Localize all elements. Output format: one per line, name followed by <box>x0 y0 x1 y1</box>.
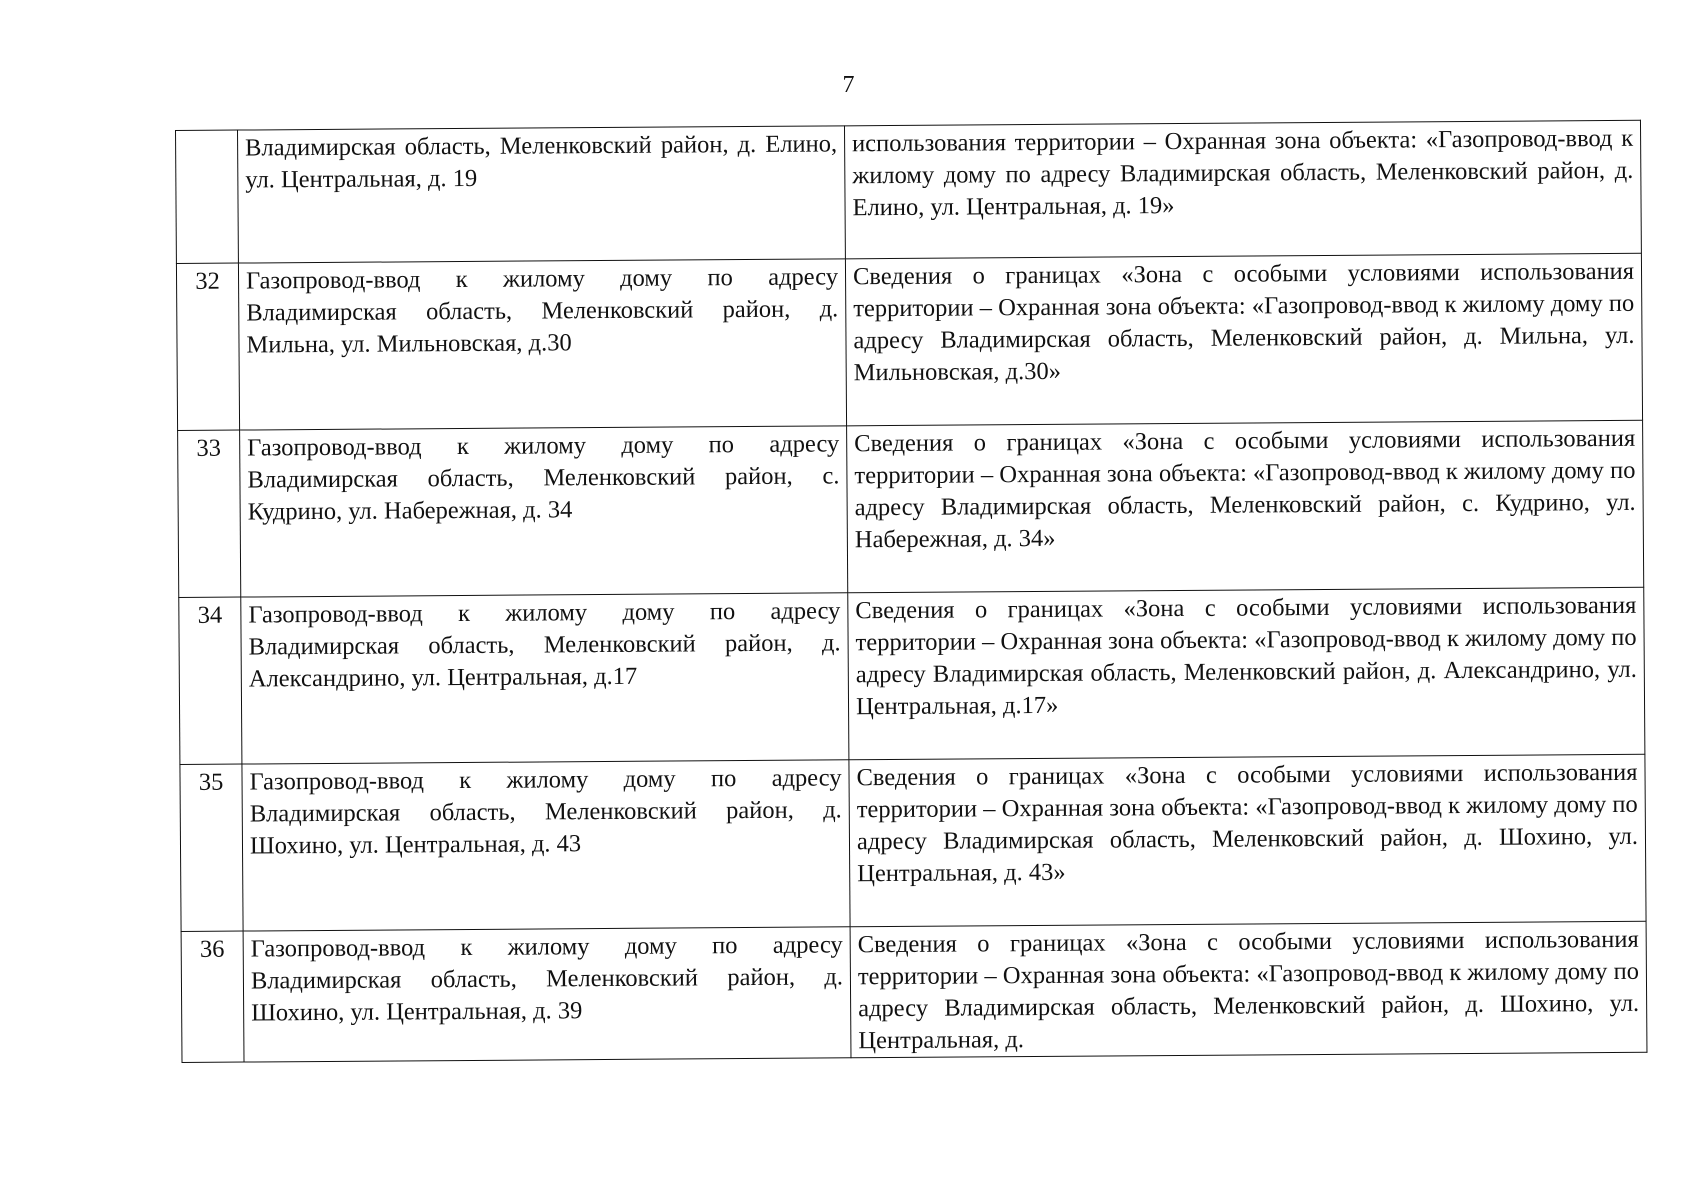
page-number: 7 <box>842 72 855 98</box>
zone-info: Сведения о границах «Зона с особыми условиями использования территории – Охранная зона объекта: «Газопровод-ввод к жилому дому по адресу Владимирская область, Меленковский район, с. Кудрино, ул. Набережная, д. 34» <box>847 420 1644 593</box>
object-name: Газопровод-ввод к жилому дому по адресу Владимирская область, Меленковский район, д. Шохино, ул. Центральная, д. 43 <box>242 760 850 931</box>
zone-info: Сведения о границах «Зона с особыми условиями использования территории – Охранная зона объекта: «Газопровод-ввод к жилому дому по адресу Владимирская область, Меленковский район, д. Шохино, ул. Центральная, д. <box>850 921 1647 1058</box>
zone-info: использования территории – Охранная зона объекта: «Газопровод-ввод к жилому дому по адресу Владимирская область, Меленковский район, д. Елино, ул. Центральная, д. 19» <box>844 120 1641 259</box>
row-number: 32 <box>176 263 239 430</box>
zone-info: Сведения о границах «Зона с особыми условиями использования территории – Охранная зона объекта: «Газопровод-ввод к жилому дому по адресу Владимирская область, Меленковский район, д. Шохино, ул. Центральная, д. 43» <box>849 754 1646 927</box>
objects-table <box>175 120 1647 1063</box>
row-number: 36 <box>181 931 244 1062</box>
object-name: Газопровод-ввод к жилому дому по адресу Владимирская область, Меленковский район, д. Шохино, ул. Центральная, д. 39 <box>243 927 851 1062</box>
table-row <box>178 420 1644 597</box>
object-name: Газопровод-ввод к жилому дому по адресу Владимирская область, Меленковский район, д. Мильна, ул. Мильновская, д.30 <box>238 259 846 430</box>
row-number: 33 <box>178 430 241 597</box>
table-row <box>179 587 1645 764</box>
object-name: Газопровод-ввод к жилому дому по адресу Владимирская область, Меленковский район, д. Александрино, ул. Центральная, д.17 <box>241 593 849 764</box>
row-number <box>176 130 239 263</box>
object-name: Газопровод-ввод к жилому дому по адресу Владимирская область, Меленковский район, с. Кудрино, ул. Набережная, д. 34 <box>240 426 848 597</box>
zone-info: Сведения о границах «Зона с особыми условиями использования территории – Охранная зона объекта: «Газопровод-ввод к жилому дому по адресу Владимирская область, Меленковский район, д. Мильна, ул. Мильновская, д.30» <box>845 253 1642 426</box>
table-row <box>176 120 1642 263</box>
table-row <box>180 754 1646 931</box>
zone-info: Сведения о границах «Зона с особыми условиями использования территории – Охранная зона объекта: «Газопровод-ввод к жилому дому по адресу Владимирская область, Меленковский район, д. Александрино, ул. Центральная, д.17» <box>848 587 1645 760</box>
row-number: 34 <box>179 597 242 764</box>
table-row <box>176 253 1642 430</box>
row-number: 35 <box>180 764 243 931</box>
table-row <box>181 921 1647 1062</box>
object-name: Владимирская область, Меленковский район, д. Елино, ул. Центральная, д. 19 <box>238 126 846 263</box>
